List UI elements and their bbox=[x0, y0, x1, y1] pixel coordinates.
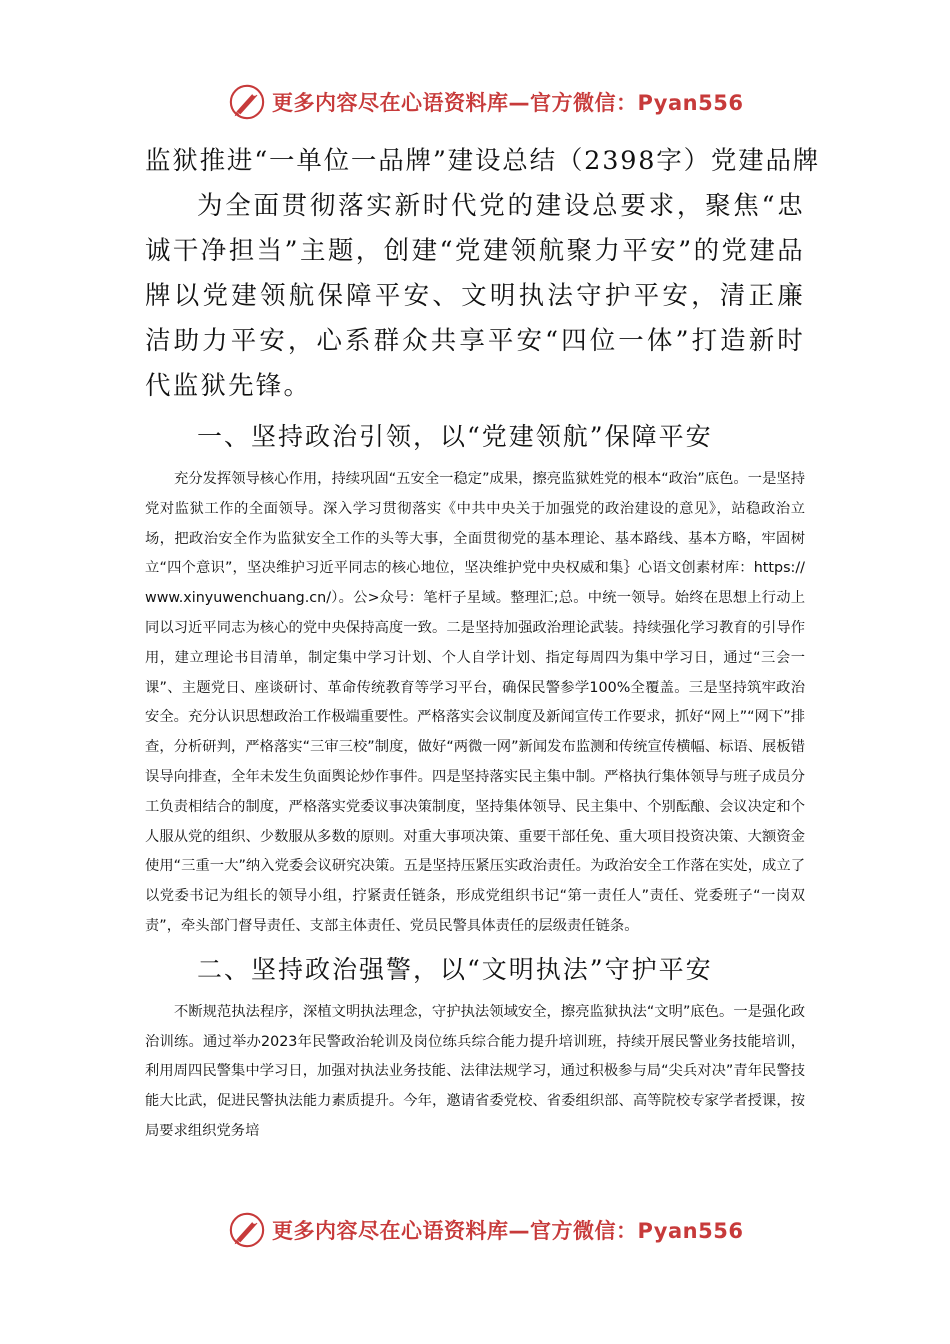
document-body bbox=[145, 138, 821, 1147]
intro-paragraph: 为全面贯彻落实新时代党的建设总要求，聚焦“忠诚干净担当”主题，创建“党建领航聚力平安”的党建品牌以党建领航保障平安、文明执法守护平安，清正廉洁助力平安，心系群众共享平安“四位一体”打造新时代监狱先锋。 bbox=[145, 191, 805, 401]
banner-text: 更多内容尽在心语资料库—官方微信：Pyan556 bbox=[272, 1219, 744, 1243]
header-watermark-banner bbox=[228, 82, 743, 122]
pen-logo-icon bbox=[228, 1211, 266, 1249]
section-1-heading: 一、坚持政治引领，以“党建领航”保障平安 bbox=[197, 422, 713, 451]
section-2-body: 不断规范执法程序，深植文明执法理念，守护执法领域安全，擦亮监狱执法“文明”底色。一是强化政治训练。通过举办2023年民警政治轮训及岗位练兵综合能力提升培训班，持续开展民警业务技能培训，利用周四民警集中学习日，加强对执法业务技能、法律法规学习，通过积极参与局“尖兵对决”青年民警技能大比武，促进民警执法能力素质提升。今年，邀请省委党校、省委组织部、高等院校专家学者授课，按局要求组织党务培 bbox=[145, 1003, 805, 1139]
banner-text: 更多内容尽在心语资料库—官方微信：Pyan556 bbox=[272, 91, 744, 115]
section-1-body: 充分发挥领导核心作用，持续巩固“五安全一稳定”成果，擦亮监狱姓党的根本“政治”底色。一是坚持党对监狱工作的全面领导。深入学习贯彻落实《中共中央关于加强党的政治建设的意见》，站稳政治立场，把政治安全作为监狱安全工作的头等大事，全面贯彻党的基本理论、基本路线、基本方略，牢固树立“四个意识”，坚决维护习近平同志的核心地位，坚决维护党中央权威和集｝心语文创素材库：https://www.xinyuwenchuang.cn/）。公>众号：笔杆子星域。整理汇;总。中统一领导。始终在思想上行动上同以习近平同志为核心的党中央保持高度一致。二是坚持加强政治理论武装。持续强化学习教育的引导作用，建立理论书目清单，制定集中学习计划、个人自学计划、指定每周四为集中学习日，通过“三会一课”、主题党日、座谈研讨、革命传统教育等学习平台，确保民警参学100%全覆盖。三是坚持筑牢政治安全。充分认识思想政治工作极端重要性。严格落实会议制度及新闻宣传工作要求，抓好“网上”“网下”排查，分析研判，严格落实“三审三校”制度，做好“两微一网”新闻发布监测和传统宣传横幅、标语、展板错误导向排查，全年未发生负面舆论炒作事件。四是坚持落实民主集中制。严格执行集体领导与班子成员分工负责相结合的制度，严格落实党委议事决策制度，坚持集体领导、民主集中、个别酝酿、会议决定和个人服从党的组织、少数服从多数的原则。对重大事项决策、重要干部任免、重大项目投资决策、大额资金使用“三重一大”纳入党委会议研究决策。五是坚持压紧压实政治责任。为政治安全工作落在实处，成立了以党委书记为组长的领导小组，拧紧责任链条，形成党组织书记“第一责任人”责任、党委班子“一岗双责”，牵头部门督导责任、支部主体责任、党员民警具体责任的层级责任链条。 bbox=[145, 471, 805, 934]
footer-watermark-banner bbox=[228, 1210, 743, 1250]
document-title: 监狱推进“一单位一品牌”建设总结（2398字）党建品牌 bbox=[145, 146, 821, 176]
section-2-heading: 二、坚持政治强警，以“文明执法”守护平安 bbox=[197, 954, 713, 984]
pen-logo-icon bbox=[228, 83, 266, 121]
